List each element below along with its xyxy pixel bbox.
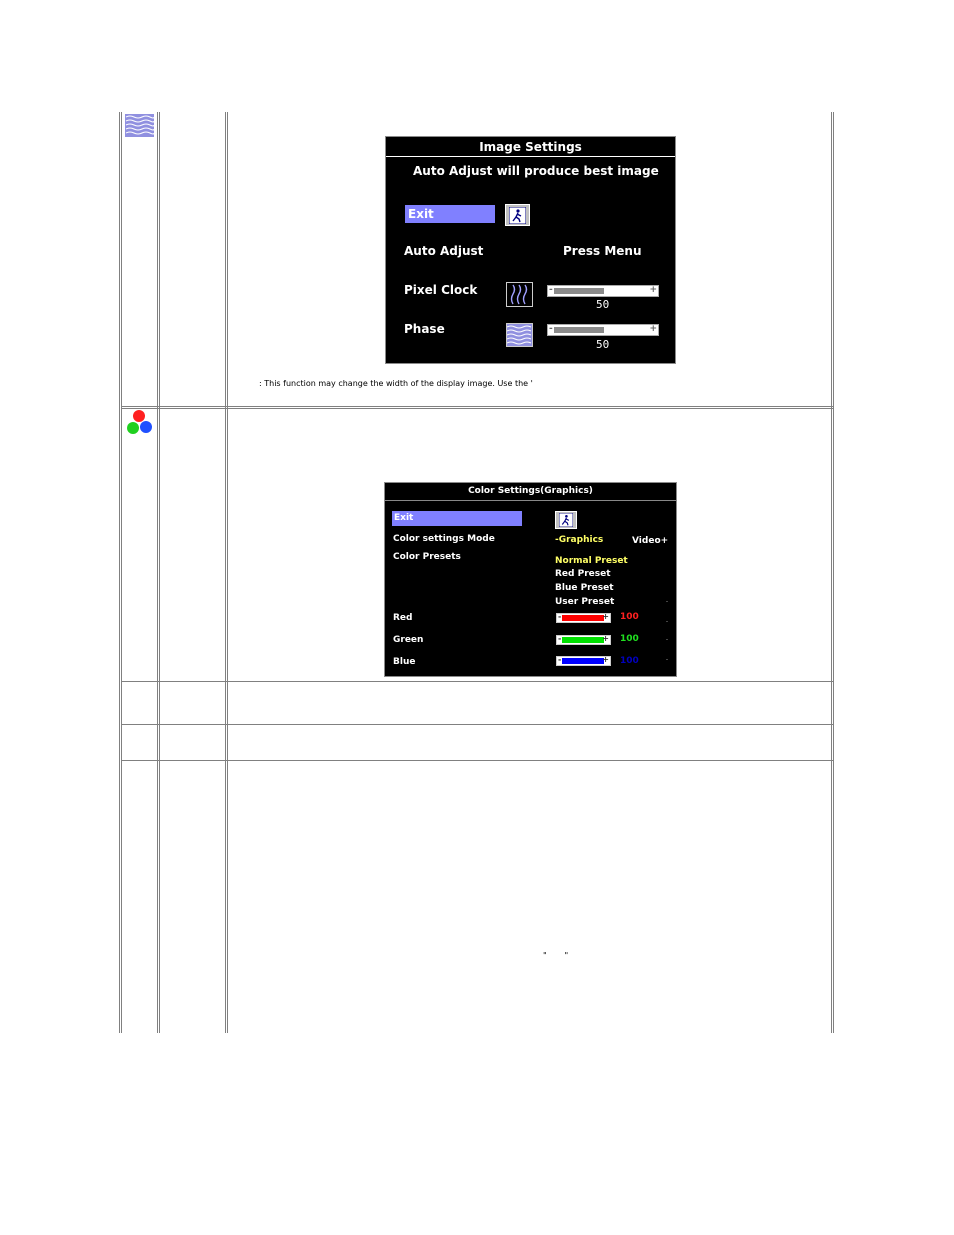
right-tick-marks [666, 601, 669, 661]
color-mode-graphics[interactable]: -Graphics [555, 535, 604, 545]
color-exit-menu-item[interactable] [392, 511, 522, 526]
color-mode-label[interactable]: Color settings Mode [393, 534, 495, 544]
preset-red[interactable]: Red Preset [555, 569, 611, 579]
color-mode-video[interactable]: Video+ [632, 536, 669, 546]
blue-fill [562, 658, 604, 664]
red-label[interactable]: Red [393, 613, 413, 623]
exit-menu-item[interactable] [405, 205, 495, 223]
color-settings-icon [125, 408, 155, 436]
red-fill [562, 615, 604, 621]
preset-blue[interactable]: Blue Preset [555, 583, 614, 593]
pixel-clock-slider[interactable]: - + [549, 285, 657, 295]
phase-slider[interactable]: - + [549, 324, 657, 334]
auto-adjust-value: Press Menu [563, 244, 642, 258]
phase-fill [554, 327, 604, 333]
quote-marks: " " [543, 951, 569, 960]
red-slider[interactable]: - + [558, 612, 609, 621]
color-osd-title: Color Settings(Graphics) [385, 484, 676, 501]
pixel-clock-label[interactable]: Pixel Clock [404, 283, 478, 297]
auto-adjust-label[interactable]: Auto Adjust [404, 244, 484, 258]
red-value: 100 [620, 612, 639, 622]
color-settings-osd [384, 482, 677, 677]
pixel-clock-note: : This function may change the width of the display image. Use the ' [259, 379, 533, 388]
green-slider[interactable]: - + [558, 634, 609, 643]
color-exit-icon[interactable] [555, 511, 577, 529]
preset-normal[interactable]: Normal Preset [555, 556, 628, 566]
image-settings-icon [125, 114, 154, 137]
osd-title: Image Settings [386, 139, 675, 157]
blue-value: 100 [620, 656, 639, 666]
preset-user[interactable]: User Preset [555, 597, 615, 607]
pixel-clock-value: 50 [596, 298, 610, 311]
color-exit-label: Exit [394, 513, 414, 523]
green-fill [562, 637, 604, 643]
color-presets-label[interactable]: Color Presets [393, 552, 461, 562]
green-label[interactable]: Green [393, 635, 424, 645]
phase-label[interactable]: Phase [404, 322, 445, 336]
exit-label: Exit [408, 207, 434, 221]
green-value: 100 [620, 634, 639, 644]
blue-label[interactable]: Blue [393, 657, 416, 667]
image-settings-osd [385, 136, 676, 364]
osd-subtitle: Auto Adjust will produce best image [413, 164, 659, 178]
phase-icon [506, 323, 533, 347]
blue-slider[interactable]: - + [558, 655, 609, 664]
exit-icon[interactable] [505, 204, 530, 226]
pixel-clock-icon [506, 282, 533, 307]
phase-value: 50 [596, 338, 610, 351]
pixel-clock-fill [554, 288, 604, 294]
